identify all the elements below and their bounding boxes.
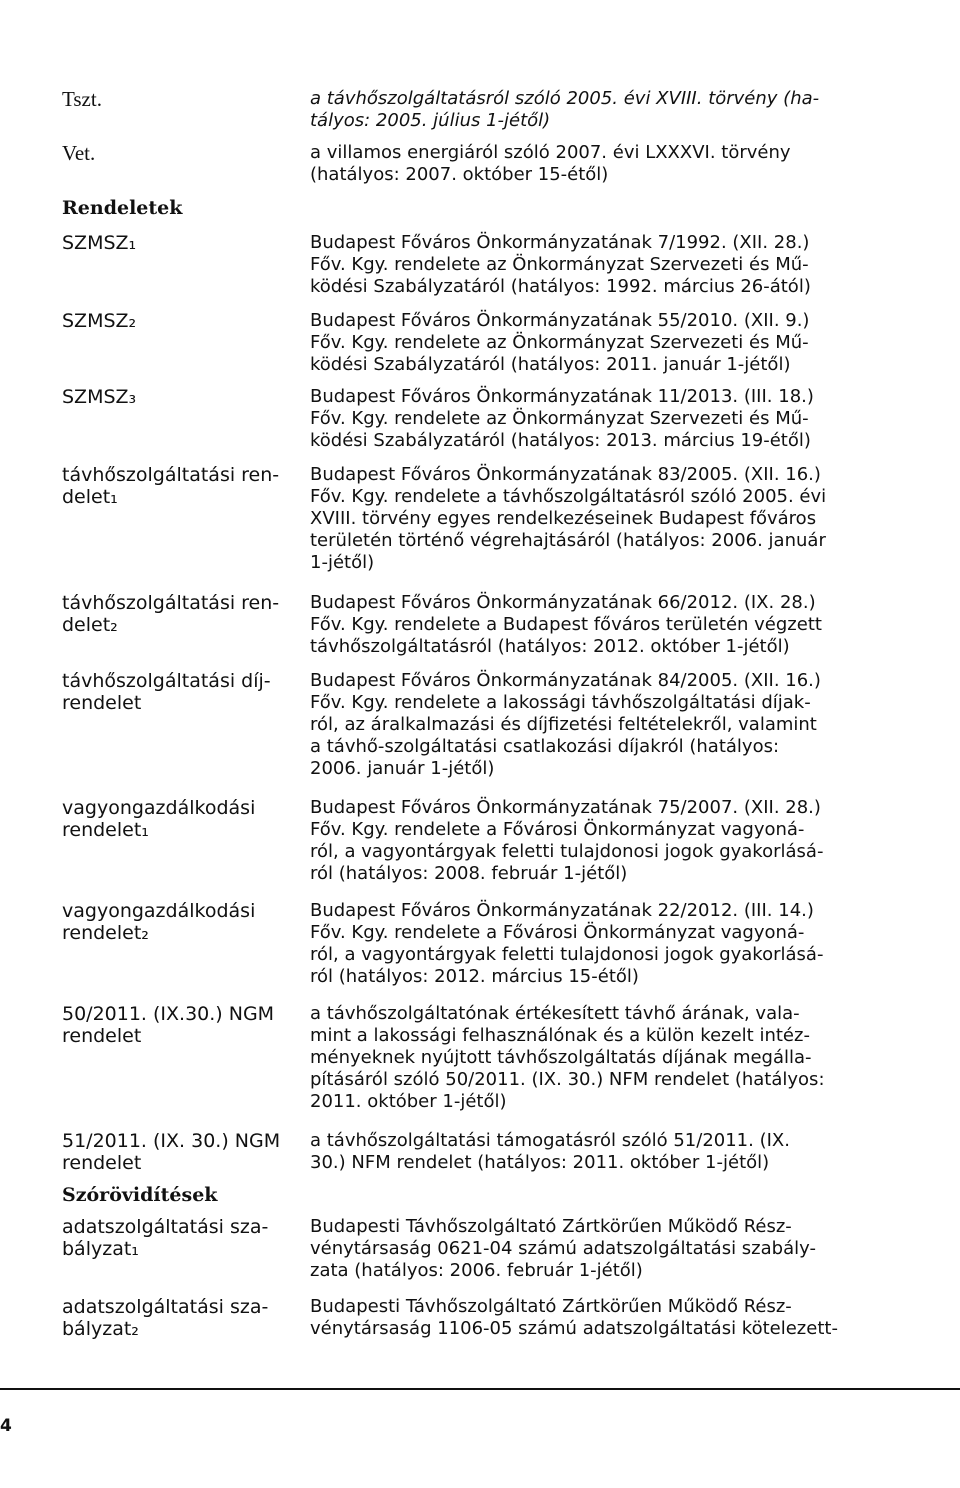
entry-term: távhőszolgáltatási ren- delet₂ <box>62 592 280 636</box>
entry-vagyon-rendelet2 <box>62 900 882 988</box>
entry-adatszolg2 <box>62 1296 882 1340</box>
entry-definition: Budapesti Távhőszolgáltató Zártkörűen Működő Rész- vénytársaság 0621-04 számú adatszolgáltatási szabály- zata (hatályos: 2006. február 1-jétől) <box>310 1216 816 1281</box>
section-heading-rendeletek: Rendeletek <box>62 197 183 219</box>
entry-definition: Budapest Főváros Önkormányzatának 84/2005. (XII. 16.) Főv. Kgy. rendelete a lakossági távhőszolgáltatási díjak- ról, az áralkalmazási és díjfizetési feltételekről, valamint a távhő-szolgáltatási csatlakozási díjakról (hatályos: 2006. január 1-jétől) <box>310 670 821 779</box>
entry-definition: a távhőszolgáltatásról szóló 2005. évi XVIII. törvény (ha- tályos: 2005. július 1-jétől) <box>310 88 820 131</box>
entry-definition: Budapest Főváros Önkormányzatának 55/2010. (XII. 9.) Főv. Kgy. rendelete az Önkormányzat Szervezeti és Mű- ködési Szabályzatáról (hatályos: 2011. január 1-jétől) <box>310 310 810 375</box>
entry-tavho-rendelet2 <box>62 592 882 658</box>
entry-vet <box>62 142 882 186</box>
entry-definition: a távhőszolgáltatási támogatásról szóló 51/2011. (IX. 30.) NFM rendelet (hatályos: 2011. október 1-jétől) <box>310 1130 790 1173</box>
entry-51-2011-ngm <box>62 1130 882 1174</box>
entry-szmsz1 <box>62 232 882 298</box>
entry-definition: Budapest Főváros Önkormányzatának 66/2012. (IX. 28.) Főv. Kgy. rendelete a Budapest főváros területén végzett távhőszolgáltatásról (hatályos: 2012. október 1-jétől) <box>310 592 822 657</box>
entry-term: adatszolgáltatási sza- bályzat₂ <box>62 1296 269 1340</box>
entry-adatszolg1 <box>62 1216 882 1282</box>
entry-szmsz3 <box>62 386 882 452</box>
page-number: 4 <box>0 1416 12 1436</box>
entry-definition: Budapest Főváros Önkormányzatának 75/2007. (XII. 28.) Főv. Kgy. rendelete a Fővárosi Önkormányzat vagyoná- ról, a vagyontárgyak feletti tulajdonosi jogok gyakorlásá- ról (hatályos: 2008. február 1-jétől) <box>310 797 824 884</box>
entry-szmsz2 <box>62 310 882 376</box>
entry-50-2011-ngm <box>62 1003 882 1113</box>
entry-definition: a távhőszolgáltatónak értékesített távhő árának, vala- mint a lakossági felhasználónak és a külön kezelt intéz- ményeknek nyújtott távhőszolgáltatás díjának megálla- pításáról szóló 50/2011. (IX. 30.) NFM rendelet (hatályos: 2011. október 1-jétől) <box>310 1003 825 1112</box>
entry-term: SZMSZ₂ <box>62 310 137 332</box>
footer-divider <box>0 1388 960 1390</box>
entry-definition: Budapest Főváros Önkormányzatának 22/2012. (III. 14.) Főv. Kgy. rendelete a Fővárosi Önkormányzat vagyoná- ról, a vagyontárgyak feletti tulajdonosi jogok gyakorlásá- ról (hatályos: 2012. március 15-étől) <box>310 900 824 987</box>
entry-definition: Budapest Főváros Önkormányzatának 11/2013. (III. 18.) Főv. Kgy. rendelete az Önkormányzat Szervezeti és Mű- ködési Szabályzatáról (hatályos: 2013. március 19-étől) <box>310 386 814 451</box>
entry-tavho-rendelet1 <box>62 464 882 574</box>
entry-tszt <box>62 88 882 132</box>
entry-term: vagyongazdálkodási rendelet₁ <box>62 797 256 841</box>
entry-definition: Budapest Főváros Önkormányzatának 83/2005. (XII. 16.) Főv. Kgy. rendelete a távhőszolgáltatásról szóló 2005. évi XVIII. törvény egyes rendelkezéseinek Budapest főváros területén történő végrehajtásáról (hatályos: 2006. január 1-jétől) <box>310 464 827 573</box>
entry-term: SZMSZ₃ <box>62 386 137 408</box>
entry-definition: Budapest Főváros Önkormányzatának 7/1992. (XII. 28.) Főv. Kgy. rendelete az Önkormányzat Szervezeti és Mű- ködési Szabályzatáról (hatályos: 1992. március 26-ától) <box>310 232 811 297</box>
entry-definition: Budapesti Távhőszolgáltató Zártkörűen Működő Rész- vénytársaság 1106-05 számú adatszolgáltatási kötelezett- <box>310 1296 838 1339</box>
entry-term: SZMSZ₁ <box>62 232 137 254</box>
entry-term: Vet. <box>62 141 96 165</box>
entry-definition: a villamos energiáról szóló 2007. évi LXXXVI. törvény (hatályos: 2007. október 15-étől) <box>310 142 791 185</box>
entry-term: adatszolgáltatási sza- bályzat₁ <box>62 1216 269 1260</box>
section-heading-szorovid: Szórövidítések <box>62 1184 218 1206</box>
entry-term: távhőszolgáltatási díj- rendelet <box>62 670 271 714</box>
entry-term: távhőszolgáltatási ren- delet₁ <box>62 464 280 508</box>
entry-vagyon-rendelet1 <box>62 797 882 885</box>
entry-term: vagyongazdálkodási rendelet₂ <box>62 900 256 944</box>
entry-term: Tszt. <box>62 87 102 111</box>
entry-term: 51/2011. (IX. 30.) NGM rendelet <box>62 1130 281 1174</box>
entry-tavho-dijrendelet <box>62 670 882 780</box>
entry-term: 50/2011. (IX.30.) NGM rendelet <box>62 1003 275 1047</box>
